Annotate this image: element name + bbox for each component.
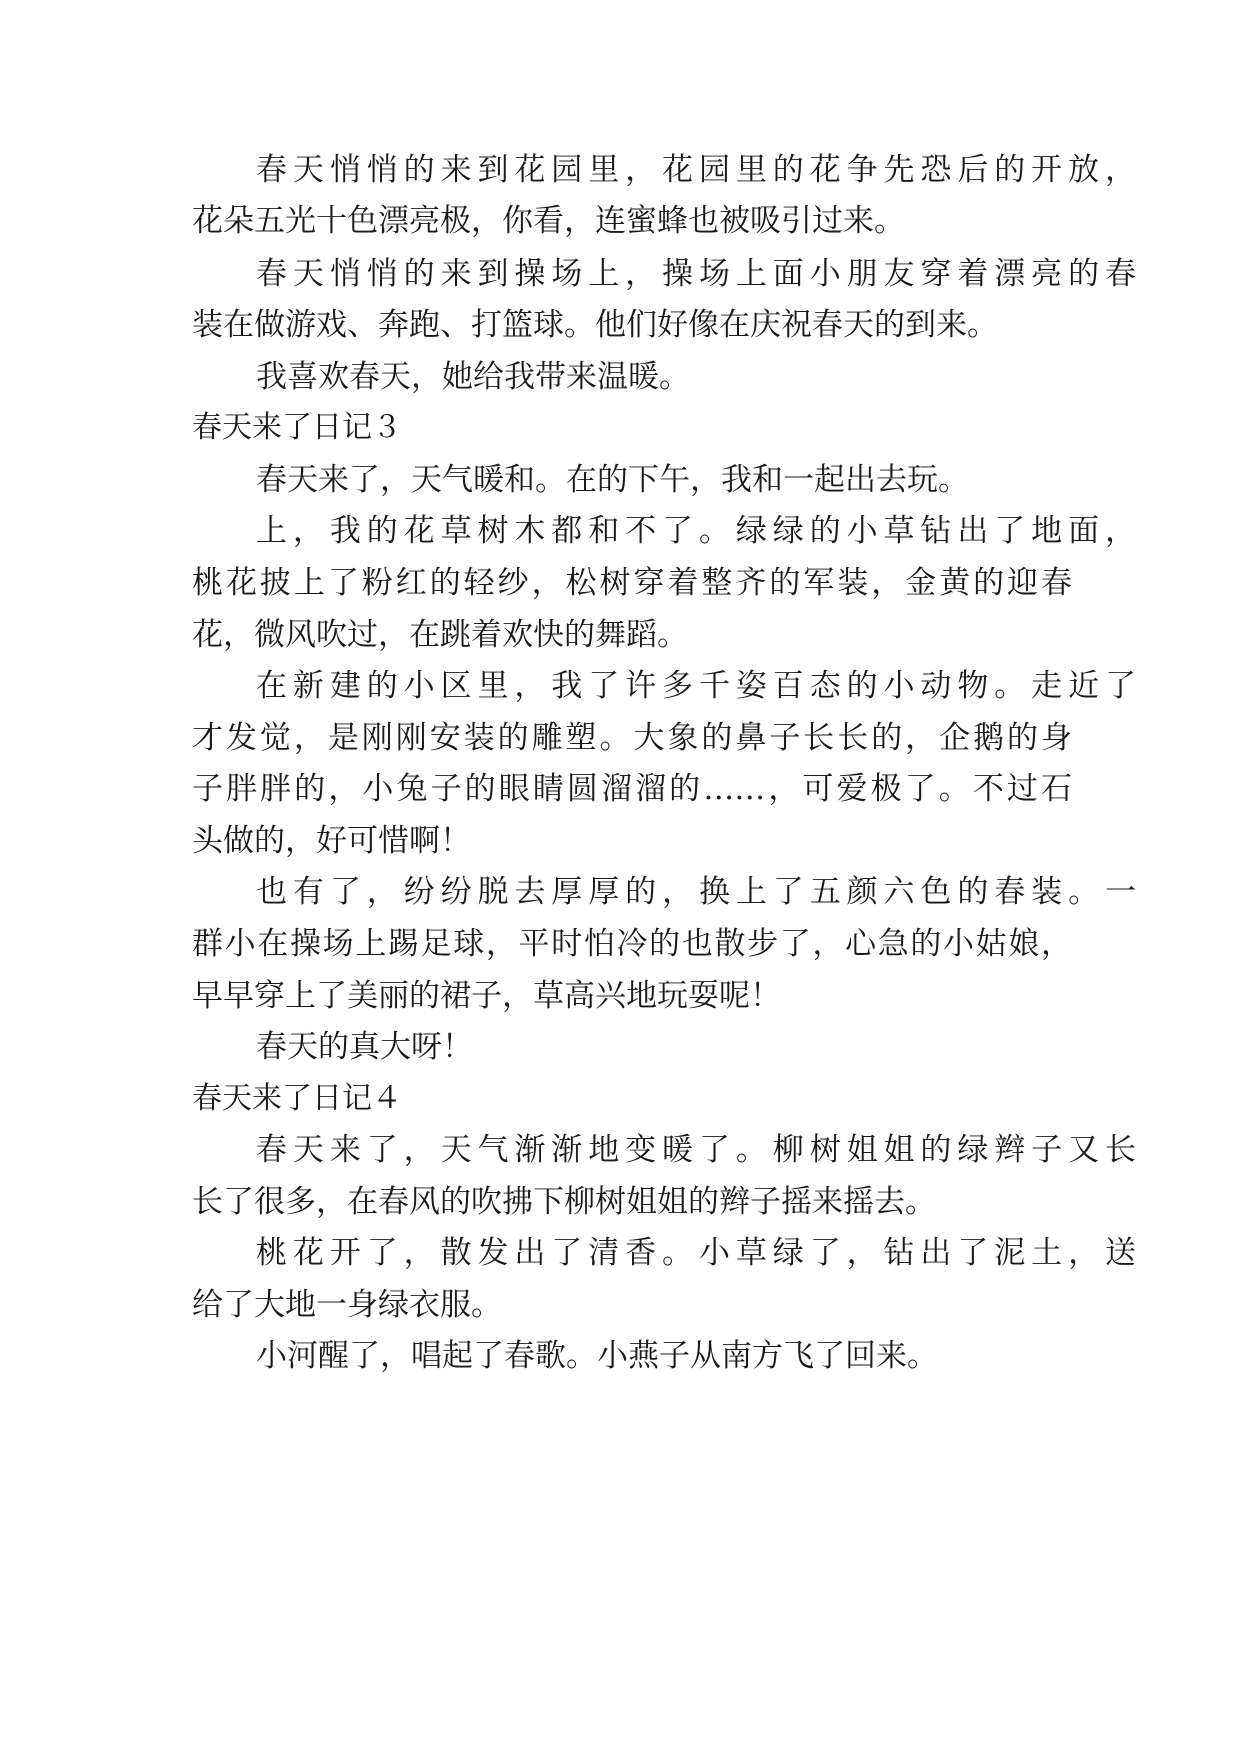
paragraph-line: 春天来了，天气暖和。在的下午，我和一起出去玩。 <box>256 462 969 498</box>
paragraph-line: 在新建的小区里，我了许多千姿百态的小动物。走近了 <box>256 668 1136 704</box>
paragraph-line: 长了很多，在春风的吹拂下柳树姐姐的辫子摇来摇去。 <box>192 1184 936 1220</box>
paragraph-line: 给了大地一身绿衣服。 <box>192 1287 502 1323</box>
section-heading: 春天来了日记４ <box>192 1081 402 1116</box>
paragraph-line: 桃花开了，散发出了清香。小草绿了，钻出了泥土，送 <box>256 1235 1136 1271</box>
paragraph-line: 早早穿上了美丽的裙子，草高兴地玩耍呢！ <box>192 978 781 1014</box>
paragraph-line: 花朵五光十色漂亮极，你看，连蜜蜂也被吸引过来。 <box>192 203 905 239</box>
paragraph-line: 也有了，纷纷脱去厚厚的，换上了五颜六色的春装。一 <box>256 874 1136 910</box>
paragraph-line: 春天来了，天气渐渐地变暖了。柳树姐姐的绿辫子又长 <box>256 1132 1136 1168</box>
paragraph-line: 头做的，好可惜啊！ <box>192 823 471 859</box>
paragraph-line: 春天悄悄的来到操场上，操场上面小朋友穿着漂亮的春 <box>256 256 1136 292</box>
section-heading: 春天来了日记３ <box>192 410 402 445</box>
paragraph-line: 花，微风吹过，在跳着欢快的舞蹈。 <box>192 617 688 653</box>
paragraph-line: 群小在操场上踢足球，平时怕冷的也散步了，心急的小姑娘， <box>192 926 1072 962</box>
paragraph-line: 桃花披上了粉红的轻纱，松树穿着整齐的军装，金黄的迎春 <box>192 565 1072 601</box>
paragraph-line: 春天悄悄的来到花园里，花园里的花争先恐后的开放， <box>256 152 1136 188</box>
paragraph-line: 我喜欢春天，她给我带来温暖。 <box>256 359 690 395</box>
paragraph-line: 子胖胖的，小兔子的眼睛圆溜溜的……，可爱极了。不过石 <box>192 771 1072 807</box>
paragraph-line: 上，我的花草树木都和不了。绿绿的小草钻出了地面， <box>256 513 1136 549</box>
paragraph-line: 小河醒了，唱起了春歌。小燕子从南方飞了回来。 <box>256 1338 938 1374</box>
paragraph-line: 春天的真大呀！ <box>256 1029 473 1065</box>
paragraph-line: 装在做游戏、奔跑、打篮球。他们好像在庆祝春天的到来。 <box>192 307 998 343</box>
paragraph-line: 才发觉，是刚刚安装的雕塑。大象的鼻子长长的，企鹅的身 <box>192 720 1072 756</box>
